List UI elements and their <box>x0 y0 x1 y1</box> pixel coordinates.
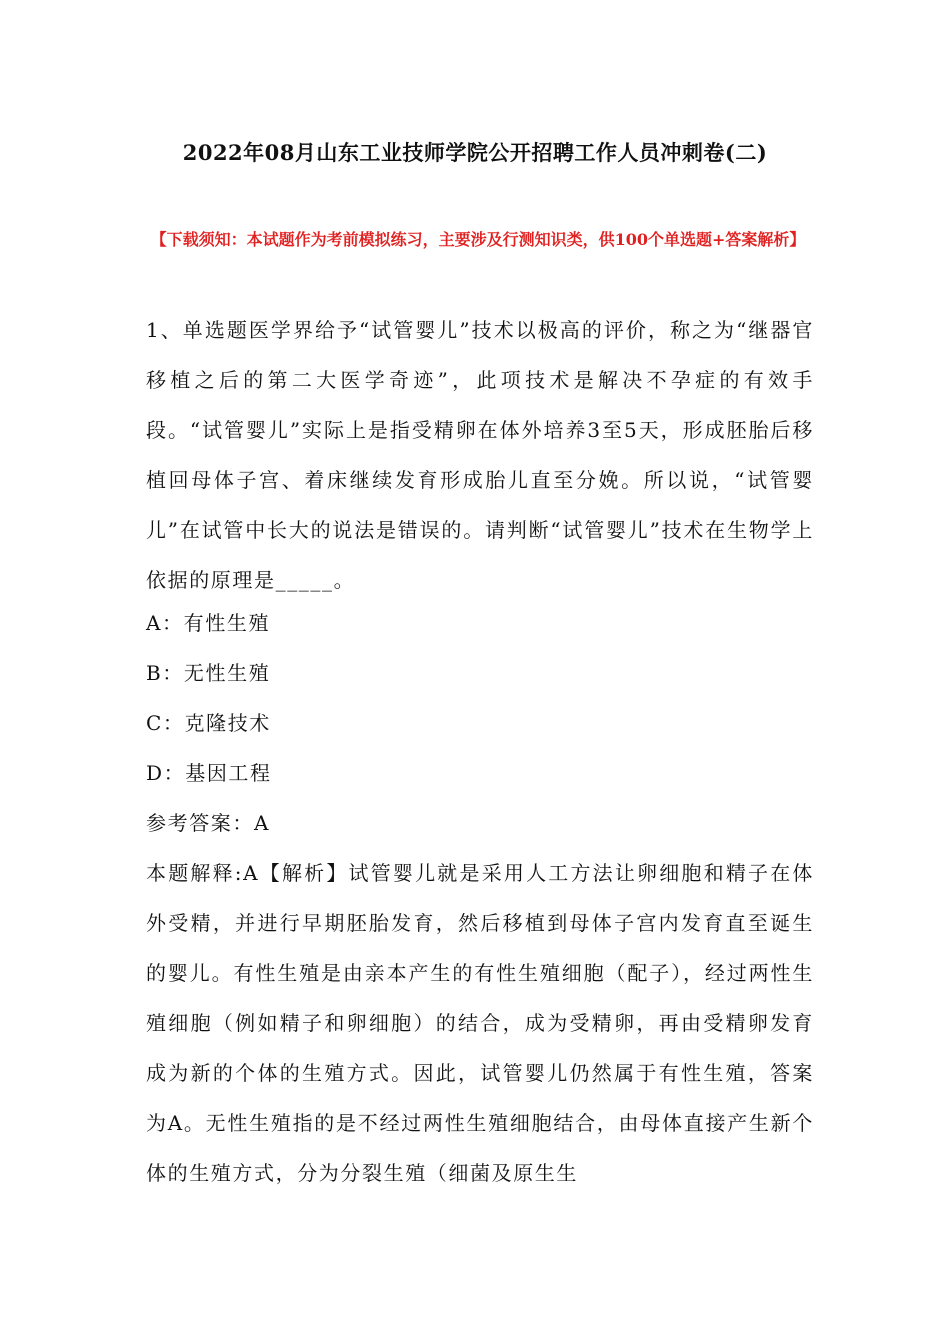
option-d: D：基因工程 <box>146 761 272 785</box>
download-notice: 【下载须知：本试题作为考前模拟练习，主要涉及行测知识类，供100个单选题+答案解析】 <box>150 230 806 249</box>
document-title: 2022年08月山东工业技师学院公开招聘工作人员冲刺卷(二) <box>182 140 768 165</box>
option-b: B：无性生殖 <box>146 661 271 685</box>
reference-answer: 参考答案：A <box>146 811 271 835</box>
option-c: C：克隆技术 <box>146 711 271 735</box>
option-a: A：有性生殖 <box>146 611 271 635</box>
answer-analysis: 本题解释:A【解析】试管婴儿就是采用人工方法让卵细胞和精子在体外受精，并进行早期胚胎发育，然后移植到母体子宫内发育直至诞生的婴儿。有性生殖是由亲本产生的有性生殖细胞（配子），经过两性生殖细胞（例如精子和卵细胞）的结合，成为受精卵，再由受精卵发育成为新的个体的生殖方式。因此，试管婴儿仍然属于有性生殖，答案为A。无性生殖指的是不经过两性生殖细胞结合，由母体直接产生新个体的生殖方式，分为分裂生殖（细菌及原生生 <box>146 861 814 1185</box>
question-text: 1、单选题医学界给予“试管婴儿”技术以极高的评价，称之为“继器官移植之后的第二大医学奇迹”，此项技术是解决不孕症的有效手段。“试管婴儿”实际上是指受精卵在体外培养3至5天，形成胚胎后移植回母体子宫、着床继续发育形成胎儿直至分娩。所以说，“试管婴儿”在试管中长大的说法是错误的。请判断“试管婴儿”技术在生物学上依据的原理是_____。 <box>146 318 814 592</box>
